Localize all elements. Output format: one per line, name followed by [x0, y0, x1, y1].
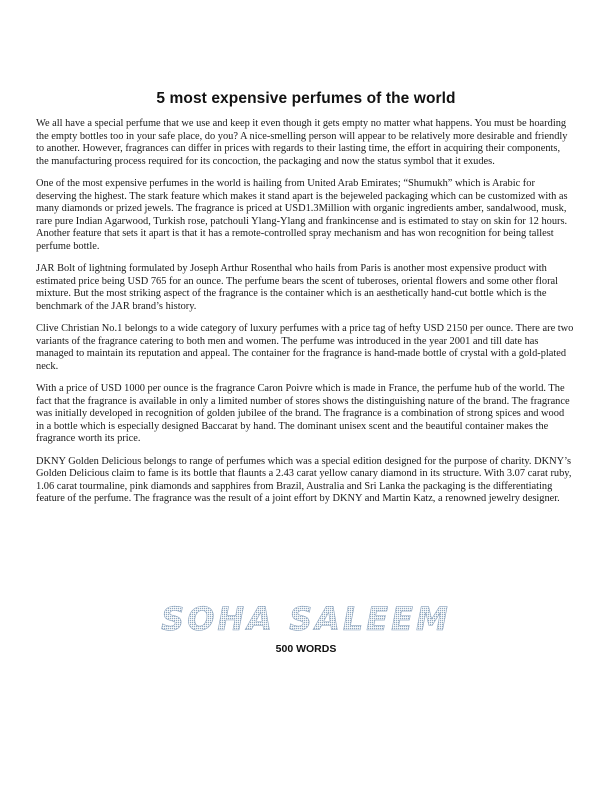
paragraph-dkny: DKNY Golden Delicious belongs to range of perfumes which was a special edition designed for the purpose of charity. DKNY’s Golden Delicious claim to fame is its bottle that flaunts a 2.43 carat yellow canary diamond in its structure. With 3.07 carat ruby, 1.06 carat tourmaline, pink diamonds and sapphires from Brazil, Australia and Sri Lanka the packaging is the differentiating feature of the perfume. The fragrance was the result of a joint effort by DKNY and Martin Katz, a renowned jewelry designer. — [36, 455, 572, 504]
paragraph-jar-bolt: JAR Bolt of lightning formulated by Joseph Arthur Rosenthal who hails from Paris is another most expensive product with estimated price being USD 765 for an ounce. The perfume bears the scent of tuberoses, oriental flowers and some other floral mixture. But the most striking aspect of the fragrance is the container which is an aesthetically hand-cut bottle which is the benchmark of the JAR brand’s history. — [36, 263, 559, 312]
word-count-label: 500 WORDS — [275, 643, 337, 655]
signature-graphic — [161, 596, 451, 640]
paragraph-shumukh: One of the most expensive perfumes in the world is hailing from United Arab Emirates; “Shumukh” which is Arabic for deserving the highest. The stark feature which makes it stand apart is the bejeweled packaging which can be customized with as many diamonds or prized jewels. The fragrance is priced at USD1.3Million with organic ingredients amber, sandalwood, musk, rare pure Indian Agarwood, Turkish rose, patchouli Ylang-Ylang and frankincense and is estimated to stay on skin for 12 hours. Another feature that sets it apart is that it has a remote-controlled spray mechanism and has won recognition for being tallest perfume bottle. — [36, 178, 568, 252]
document-body — [36, 118, 574, 516]
paragraph-clive-christian: Clive Christian No.1 belongs to a wide category of luxury perfumes with a price tag of hefty USD 2150 per ounce. There are two variants of the fragrance catering to both men and women. The perfume was introduced in the year 2001 and till date has managed to maintain its reputation and appeal. The container for the fragrance is hand-made bottle of crystal with a gold-plated neck. — [36, 323, 574, 372]
signature-text: SOHA SALEEM — [161, 600, 451, 638]
paragraph-intro: We all have a special perfume that we use and keep it even though it gets empty no matter what happens. You must be hoarding the empty bottles too in your safe place, do you? A nice-smelling person will appear to be relatively more desirable and friendly to another. However, fragrances can differ in prices with regards to their lasting time, the effort in acquiring their components, the manufacturing process required for its concoction, the packaging and now the status symbol that it exudes. — [36, 118, 568, 167]
document-title: 5 most expensive perfumes of the world — [156, 90, 456, 107]
paragraph-caron-poivre: With a price of USD 1000 per ounce is the fragrance Caron Poivre which is made in France, the perfume hub of the world. The fact that the fragrance is available in only a limited number of stores shows the distinguishing nature of the brand. The fragrance was initially developed in recognition of golden jubilee of the brand. The fragrance is a combination of strong spices and wood in a bottle which is especially designed Baccarat by hand. The dominant unisex scent and the beautiful container makes the fragrance worth its price. — [36, 383, 570, 444]
signature-stamp — [0, 596, 612, 640]
